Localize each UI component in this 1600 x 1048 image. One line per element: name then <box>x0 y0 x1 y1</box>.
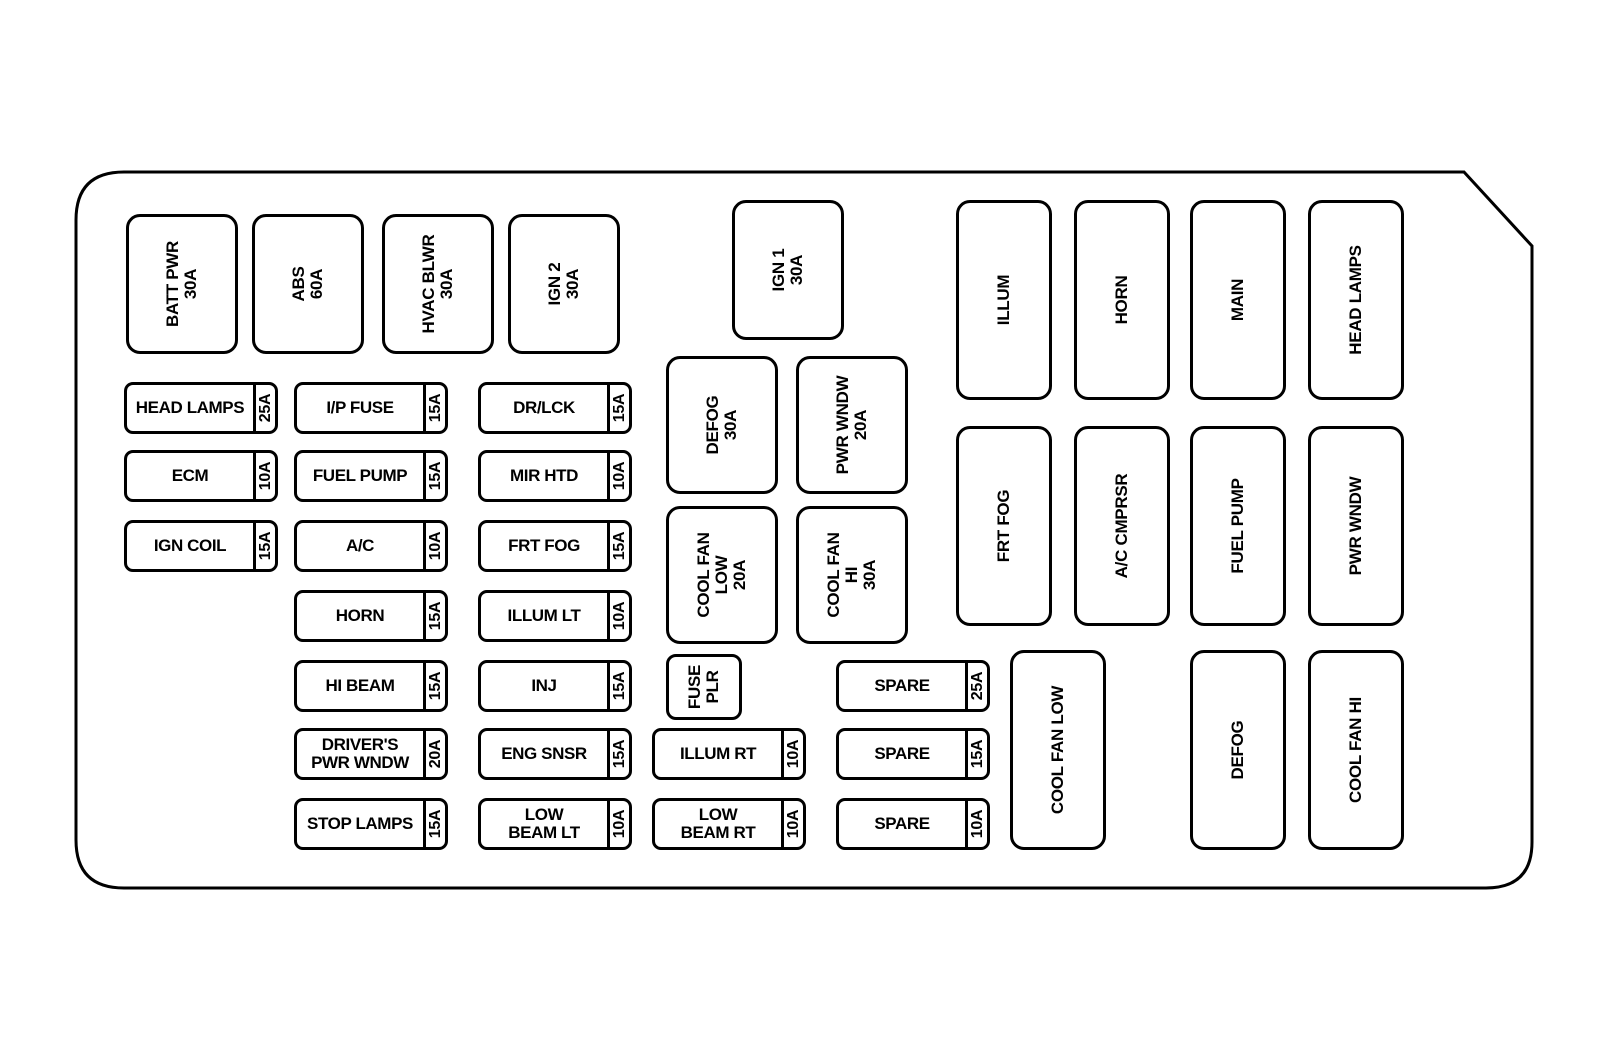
fuse-name: SPARE <box>874 676 930 695</box>
fuse-name: ECM <box>171 466 209 485</box>
fuse-rating: 25A <box>253 385 275 431</box>
mini-fuse-low-beam-lt <box>478 798 632 850</box>
mini-fuse-illum-rt <box>652 728 806 780</box>
relay-label: ILLUM <box>994 274 1013 326</box>
fuse-label: COOL FAN LOW 20A <box>694 532 749 618</box>
fuse-name: ILLUM LT <box>507 606 581 625</box>
fuse-pwr-wndw <box>796 356 908 494</box>
relay-label: FRT FOG <box>994 489 1013 563</box>
relay-label: DEFOG <box>1228 720 1247 780</box>
fuse-name: IGN COIL <box>153 536 227 555</box>
mini-fuse-head-lamps <box>124 382 278 434</box>
fuse-abs <box>252 214 364 354</box>
fuse-rating: 15A <box>607 523 629 569</box>
fuse-label: FUSE PLR <box>685 664 722 710</box>
fuse-name: FRT FOG <box>508 536 580 555</box>
fuse-name: INJ <box>531 676 557 695</box>
fuse-rating: 10A <box>607 593 629 639</box>
mini-fuse-mir-htd <box>478 450 632 502</box>
relay-label: PWR WNDW <box>1346 476 1365 576</box>
relay-fuel-pump <box>1190 426 1286 626</box>
fuse-rating: 20A <box>423 731 445 777</box>
fuse-name: A/C <box>345 536 375 555</box>
fuse-name: ENG SNSR <box>501 744 587 763</box>
fuse-label: IGN 2 30A <box>545 262 582 306</box>
fuse-rating: 15A <box>423 593 445 639</box>
mini-fuse-spare-3 <box>836 798 990 850</box>
fuse-rating: 10A <box>607 801 629 847</box>
fuse-label: BATT PWR 30A <box>163 240 200 328</box>
relay-label: HORN <box>1112 275 1131 325</box>
fuse-name: LOW BEAM LT <box>508 805 580 842</box>
fuse-defog <box>666 356 778 494</box>
relay-ac-cmprsr <box>1074 426 1170 626</box>
mini-fuse-ip-fuse <box>294 382 448 434</box>
fuse-name: MIR HTD <box>509 466 579 485</box>
mini-fuse-dr-lck <box>478 382 632 434</box>
fuse-rating: 25A <box>965 663 987 709</box>
relay-frt-fog <box>956 426 1052 626</box>
fuse-name: FUEL PUMP <box>312 466 408 485</box>
fuse-rating: 15A <box>423 663 445 709</box>
fuse-rating: 15A <box>423 453 445 499</box>
fuse-name: HEAD LAMPS <box>135 398 245 417</box>
fuse-label: PWR WNDW 20A <box>833 375 870 475</box>
fuse-batt-pwr <box>126 214 238 354</box>
mini-fuse-ign-coil <box>124 520 278 572</box>
fuse-name: I/P FUSE <box>326 398 394 417</box>
fuse-label: ABS 60A <box>289 266 326 302</box>
fuse-rating: 15A <box>607 731 629 777</box>
fuse-rating: 15A <box>607 385 629 431</box>
mini-fuse-horn <box>294 590 448 642</box>
fuse-name: ILLUM RT <box>679 744 757 763</box>
relay-cool-fan-hi <box>1308 650 1404 850</box>
relay-label: COOL FAN LOW <box>1048 685 1067 815</box>
fuse-ign-2 <box>508 214 620 354</box>
relay-defog <box>1190 650 1286 850</box>
fuse-name: SPARE <box>874 814 930 833</box>
mini-fuse-illum-lt <box>478 590 632 642</box>
mini-fuse-hi-beam <box>294 660 448 712</box>
fuse-ign-1 <box>732 200 844 340</box>
mini-fuse-fuel-pump <box>294 450 448 502</box>
relay-label: A/C CMPRSR <box>1112 473 1131 579</box>
fuse-rating: 10A <box>781 731 803 777</box>
fuse-name: DR/LCK <box>513 398 575 417</box>
relay-head-lamps <box>1308 200 1404 400</box>
fuse-label: HVAC BLWR 30A <box>419 234 456 334</box>
mini-fuse-ac <box>294 520 448 572</box>
fuse-cool-fan-low <box>666 506 778 644</box>
fuse-rating: 15A <box>965 731 987 777</box>
fuse-rating: 10A <box>781 801 803 847</box>
fuse-rating: 10A <box>965 801 987 847</box>
relay-main <box>1190 200 1286 400</box>
relay-horn <box>1074 200 1170 400</box>
fuse-rating: 10A <box>253 453 275 499</box>
fuse-rating: 15A <box>253 523 275 569</box>
mini-fuse-spare-1 <box>836 660 990 712</box>
fuse-cool-fan-hi <box>796 506 908 644</box>
fuse-name: LOW BEAM RT <box>680 805 756 842</box>
fuse-name: DRIVER'S PWR WNDW <box>311 735 409 772</box>
fuse-rating: 15A <box>607 663 629 709</box>
mini-fuse-low-beam-rt <box>652 798 806 850</box>
relay-pwr-wndw <box>1308 426 1404 626</box>
fuse-label: COOL FAN HI 30A <box>824 532 879 618</box>
fuse-label: DEFOG 30A <box>703 395 740 455</box>
fuse-name: HORN <box>335 606 385 625</box>
mini-fuse-spare-2 <box>836 728 990 780</box>
relay-illum <box>956 200 1052 400</box>
fuse-name: STOP LAMPS <box>307 814 413 833</box>
relay-label: MAIN <box>1228 278 1247 322</box>
fuse-rating: 15A <box>423 385 445 431</box>
fuse-rating: 15A <box>423 801 445 847</box>
fuse-name: HI BEAM <box>325 676 395 695</box>
mini-fuse-ecm <box>124 450 278 502</box>
mini-fuse-inj <box>478 660 632 712</box>
fuse-name: SPARE <box>874 744 930 763</box>
fuse-puller <box>666 654 742 720</box>
relay-label: COOL FAN HI <box>1346 697 1365 803</box>
mini-fuse-stop-lamps <box>294 798 448 850</box>
fuse-hvac-blwr <box>382 214 494 354</box>
mini-fuse-drivers-pwr-wndw <box>294 728 448 780</box>
relay-label: HEAD LAMPS <box>1346 245 1365 355</box>
mini-fuse-eng-snsr <box>478 728 632 780</box>
fuse-rating: 10A <box>607 453 629 499</box>
fuse-rating: 10A <box>423 523 445 569</box>
fuse-label: IGN 1 30A <box>769 248 806 292</box>
mini-fuse-frt-fog <box>478 520 632 572</box>
relay-cool-fan-low <box>1010 650 1106 850</box>
relay-label: FUEL PUMP <box>1228 478 1247 574</box>
